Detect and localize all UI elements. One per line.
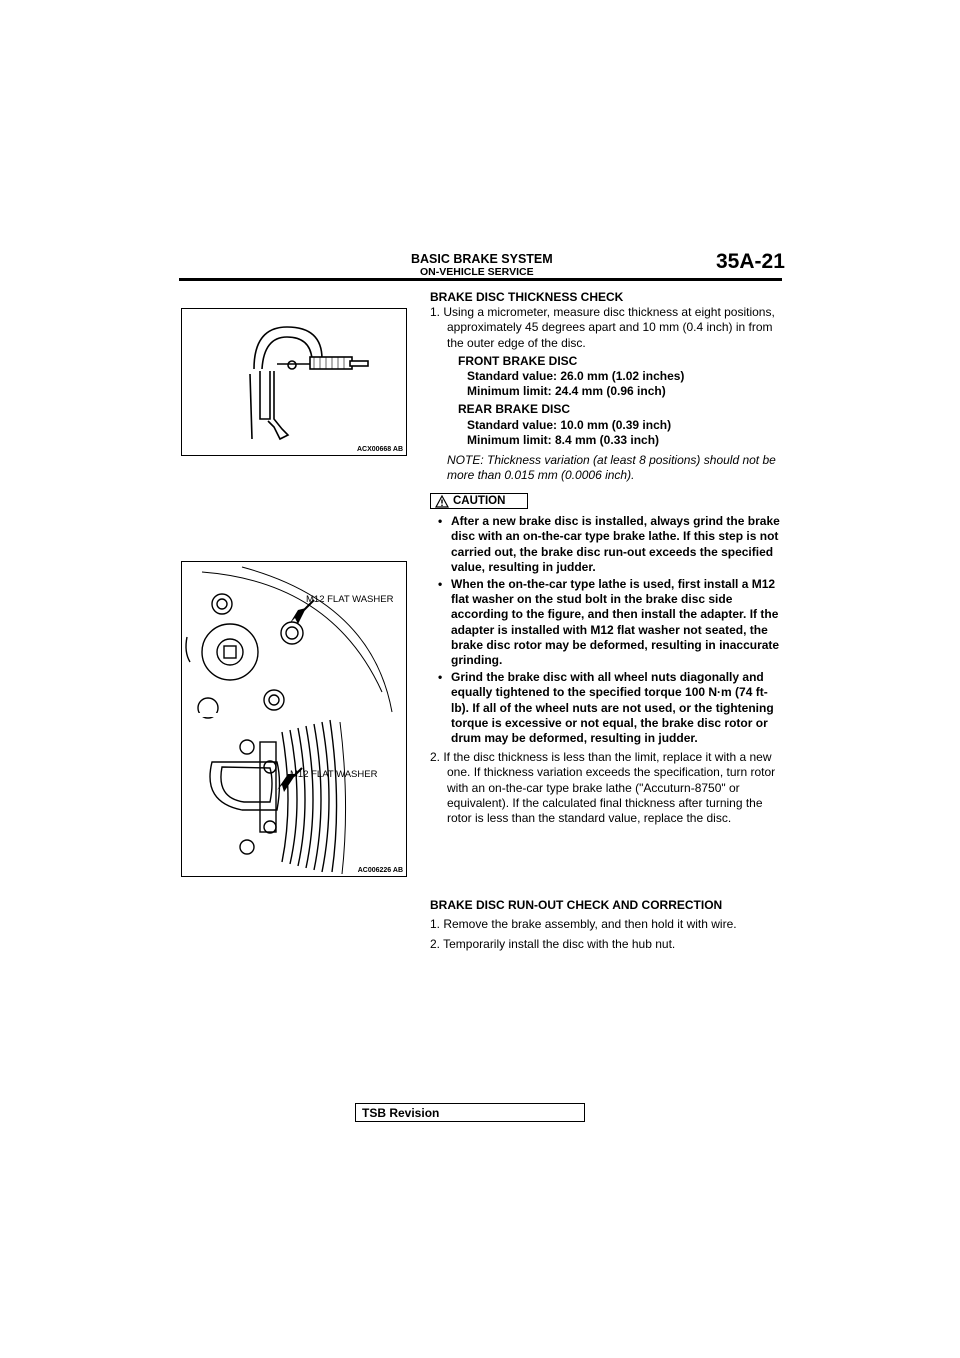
procedure-step: 1. Remove the brake assembly, and then hold it with wire. bbox=[430, 917, 737, 932]
flat-washer-figure bbox=[181, 561, 407, 877]
caution-bullet-text: Grind the brake disc with all wheel nuts diagonally and equally tightened to the specified torque 100 N·m (74 ft-lb). If all of the wheel nuts are not used, or the tightening torque is excessive or not equal, the brake disc rotor or drum may be deformed, resulting in judder. bbox=[451, 670, 774, 745]
bullet-icon: • bbox=[438, 576, 443, 591]
tsb-revision-box: TSB Revision bbox=[355, 1103, 585, 1122]
micrometer-illustration bbox=[182, 309, 406, 455]
section-heading: BRAKE DISC RUN-OUT CHECK AND CORRECTION bbox=[430, 898, 723, 912]
warning-triangle-icon bbox=[435, 495, 449, 508]
washer-label-bottom: M12 FLAT WASHER bbox=[290, 769, 378, 780]
bullet-icon: • bbox=[438, 670, 443, 685]
figure-code: AC006226 AB bbox=[357, 867, 403, 874]
section-title: BASIC BRAKE SYSTEM bbox=[411, 252, 553, 266]
spec-heading: REAR BRAKE DISC bbox=[458, 402, 571, 417]
spec-value: Minimum limit: 8.4 mm (0.33 inch) bbox=[467, 432, 660, 447]
spec-value: Minimum limit: 24.4 mm (0.96 inch) bbox=[467, 384, 666, 399]
procedure-step: 2. Temporarily install the disc with the hub nut. bbox=[430, 937, 676, 952]
header-rule bbox=[179, 278, 782, 281]
caution-bullet bbox=[430, 670, 785, 746]
figure-code: ACX00668 AB bbox=[356, 446, 403, 453]
section-subtitle: ON-VEHICLE SERVICE bbox=[420, 266, 534, 278]
caution-bullet-text: After a new brake disc is installed, always grind the brake disc with an on-the-car type brake lathe. If this step is not carried out, the brake disc run-out exceeds the specified value, resulting in judder. bbox=[451, 514, 780, 574]
caution-bullet-text: When the on-the-car type lathe is used, first install a M12 flat washer on the stud bolt in the brake disc side according to the figure, and then install the adapter. If the adapter is installed with M12 flat washer not seated, the brake disc rotor may be deformed, resulting in inaccurate grinding. bbox=[451, 576, 780, 667]
washer-label-top: M12 FLAT WASHER bbox=[306, 594, 394, 605]
section-heading: BRAKE DISC THICKNESS CHECK bbox=[430, 290, 624, 304]
note-text: NOTE: Thickness variation (at least 8 positions) should not be more than 0.015 mm (0.0006 inch). bbox=[447, 453, 776, 483]
caution-label: CAUTION bbox=[453, 494, 506, 507]
bullet-icon: • bbox=[438, 514, 443, 529]
runout-check-section bbox=[430, 898, 785, 953]
lathe-adapter-illustration bbox=[182, 562, 406, 876]
thickness-check-section bbox=[430, 290, 785, 826]
procedure-step: 2. If the disc thickness is less than the limit, replace it with a new one. If thickness variation exceeds the specification, turn rotor with an on-the-car type brake lathe ("Accuturn-8750" or equivalent). If the calculated final thickness after turning the rotor is less than the standard value, replace the disc. bbox=[430, 750, 776, 825]
spec-heading: FRONT BRAKE DISC bbox=[458, 353, 578, 368]
procedure-step: 1. Using a micrometer, measure disc thickness at eight positions, approximately 45 degrees apart and 10 mm (0.4 inch) in from the outer edge of the disc. bbox=[430, 305, 775, 350]
page-number: 35A-21 bbox=[716, 250, 785, 273]
caution-box bbox=[430, 493, 528, 509]
caution-bullet bbox=[430, 577, 785, 668]
micrometer-figure bbox=[181, 308, 407, 456]
spec-value: Standard value: 26.0 mm (1.02 inches) bbox=[467, 369, 685, 384]
caution-bullet bbox=[430, 514, 785, 575]
spec-value: Standard value: 10.0 mm (0.39 inch) bbox=[467, 417, 672, 432]
